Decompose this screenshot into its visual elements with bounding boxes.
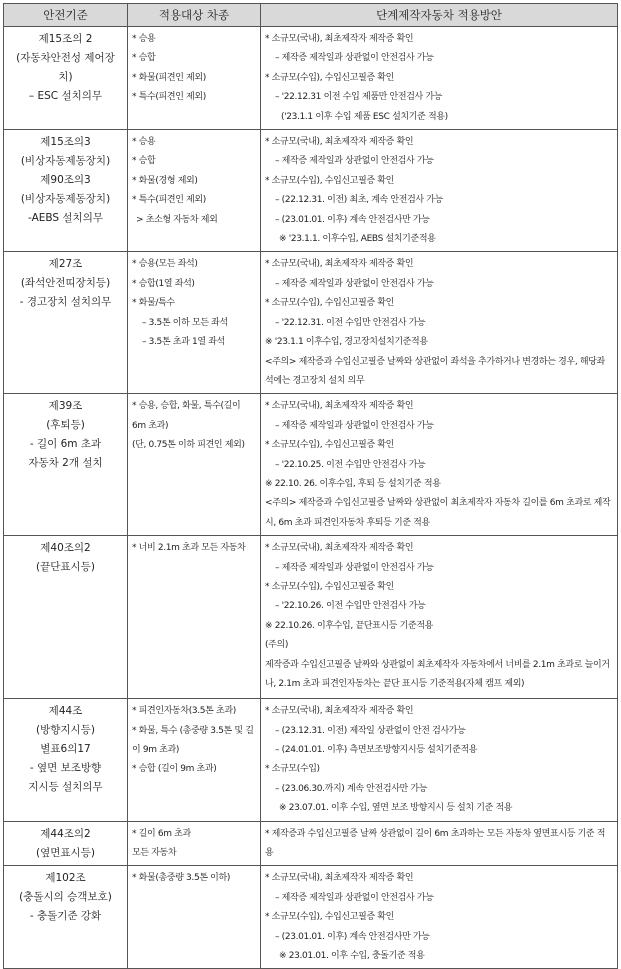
plan-line: – (23.01.01. 이후) 계속 안전검사만 가능 — [275, 214, 430, 225]
regulation-table — [3, 3, 618, 969]
standard-line: (끝단표시등) — [36, 561, 95, 574]
vehicle-line: * 승용, 승합, 화물, 특수(길이 6m 초과) — [132, 401, 241, 431]
standard-line: 제15조의3 — [40, 136, 91, 149]
safety-standard-cell — [4, 27, 128, 130]
table-row — [4, 699, 618, 821]
vehicle-line: * 화물(경형 제외) — [132, 175, 198, 186]
target-vehicles-cell — [128, 394, 261, 536]
application-plan-cell — [261, 27, 618, 130]
plan-line: – '22.12.31. 이전 수입만 안전검사 가능 — [275, 317, 426, 328]
application-plan-cell — [261, 821, 618, 866]
plan-line: ※ 23.01.01. 이후 수입, 충돌기준 적용 — [279, 951, 425, 962]
plan-line: * 소규모(수입) — [265, 764, 320, 775]
standard-line: (방향지시등) — [36, 724, 95, 737]
target-vehicles-cell — [128, 866, 261, 969]
vehicle-line: > 초소형 자동차 제외 — [136, 214, 218, 225]
plan-line: ('23.1.1 이후 수입 제품 ESC 설치기준 적용) — [281, 111, 448, 122]
header-application-plan: 단계제작자동차 적용방안 — [261, 4, 618, 27]
plan-line: * 소규모(국내), 최초제작자 제작증 확인 — [265, 873, 414, 884]
plan-line: ※ '23.1.1 이후수입, 경고장치설치기준적용 — [265, 337, 428, 348]
vehicle-line: (단, 0.75톤 이하 피견인 제외) — [132, 440, 245, 451]
safety-standard-cell — [4, 394, 128, 536]
standard-line: 제44조 — [48, 705, 83, 718]
standard-line: (후퇴등) — [46, 419, 85, 432]
standard-line: (비상자동제동장치) — [20, 193, 111, 206]
safety-standard-cell — [4, 536, 128, 699]
plan-line: ※ 23.07.01. 이후 수입, 옆면 보조 방향지시 등 설치 기준 적용 — [279, 803, 513, 814]
safety-standard-cell — [4, 866, 128, 969]
header-safety-standard: 안전기준 — [4, 4, 128, 27]
plan-note: <주의> 제작증과 수입신고필증 날짜와 상관없이 좌석을 추가하거나 변경하는 경우, 해당좌석에는 경고장치 설치 의무 — [265, 356, 605, 386]
plan-line: – (23.12.31. 이전) 제작일 상관없이 안전 검사가능 — [275, 725, 466, 736]
plan-line: – 제작증 제작일과 상관없이 안전검사 가능 — [275, 420, 434, 431]
table-row — [4, 27, 618, 130]
plan-line: * 소규모(수입), 수입신고필증 확인 — [265, 298, 394, 309]
standard-line: 제90조의3 — [40, 174, 91, 187]
standard-line: 제15조의 2 — [38, 33, 93, 45]
application-plan-cell — [261, 252, 618, 394]
plan-line: ※ 22.10.26. 이후수입, 끝단표시등 기준적용 — [265, 620, 434, 631]
standard-line: 제39조 — [48, 400, 83, 413]
standard-line: 제44조의2 — [40, 827, 91, 840]
table-row — [4, 394, 618, 536]
vehicle-line: * 화물, 특수 (총중량 3.5톤 및 길이 9m 초과) — [132, 725, 254, 755]
plan-note: 제작증과 수입신고필증 날짜와 상관없이 최초제작자 자동차에서 너비를 2.1m 초과로 늘이거나, 2.1m 초과 피견인자동차는 끝단 표시등 기준적용(자체 캠프 제외) — [265, 659, 610, 689]
plan-line: * 소규모(수입), 수입신고필증 확인 — [265, 175, 394, 186]
standard-line: (비상자동제동장치) — [20, 155, 111, 168]
target-vehicles-cell — [128, 27, 261, 130]
safety-standard-cell — [4, 252, 128, 394]
vehicle-line: * 너비 2.1m 초과 모든 자동차 — [132, 543, 246, 554]
vehicle-line: * 승합 (길이 9m 초과) — [132, 764, 217, 775]
plan-line: – 제작증 제작일과 상관없이 안전검사 가능 — [275, 156, 434, 167]
vehicle-line: 모든 자동차 — [132, 848, 177, 858]
plan-line: * 소규모(수입), 수입신고필증 확인 — [265, 912, 394, 923]
target-vehicles-cell — [128, 699, 261, 821]
standard-line: (좌석안전띠장치등) — [20, 277, 111, 290]
vehicle-line: * 화물(피견인 제외) — [132, 72, 206, 83]
plan-line: (주의) — [265, 640, 289, 651]
target-vehicles-cell — [128, 821, 261, 866]
table-row — [4, 866, 618, 969]
table-row — [4, 821, 618, 866]
standard-line: 치) — [58, 71, 73, 83]
plan-line: – 제작증 제작일과 상관없이 안전검사 가능 — [275, 562, 434, 573]
plan-line: – (24.01.01. 이후) 측면보조방향지시등 설치기준적용 — [275, 744, 478, 755]
plan-line: * 소규모(국내), 최초제작자 제작증 확인 — [265, 259, 414, 270]
vehicle-line: * 승용 — [132, 137, 156, 148]
standard-line: – ESC 설치의무 — [28, 90, 103, 102]
plan-line: – '22.10.26. 이전 수입만 안전검사 가능 — [275, 601, 426, 612]
plan-line: – 제작증 제작일과 상관없이 안전검사 가능 — [275, 53, 434, 64]
plan-line: * 소규모(수입), 수입신고필증 확인 — [265, 440, 394, 451]
plan-line: * 소규모(수입), 수입신고필증 확인 — [265, 581, 394, 592]
plan-line: – 제작증 제작일과 상관없이 안전검사 가능 — [275, 892, 434, 903]
vehicle-line: * 특수(피견인 제외) — [132, 92, 206, 103]
standard-line: 제102조 — [45, 872, 86, 885]
vehicle-line: – 3.5톤 이하 모든 좌석 — [142, 317, 228, 328]
vehicle-line: * 승합(1열 좌석) — [132, 278, 195, 289]
plan-line: – 제작증 제작일과 상관없이 안전검사 가능 — [275, 278, 434, 289]
plan-note: <주의> 제작증과 수입신고필증 날짜와 상관없이 최초제작자 자동차 길이를 6m 초과로 제작시, 6m 초과 피견인자동차 후퇴등 기준 적용 — [265, 498, 611, 528]
plan-line: * 소규모(국내), 최초제작자 제작증 확인 — [265, 137, 414, 148]
standard-line: 자동차 2개 설치 — [28, 457, 103, 470]
application-plan-cell — [261, 866, 618, 969]
plan-line: ※ '23.1.1. 이후수입, AEBS 설치기준적용 — [279, 234, 436, 245]
standard-line: (옆면표시등) — [36, 846, 95, 859]
standard-line: 별표6의17 — [40, 743, 91, 756]
plan-line: ※ 22.10. 26. 이후수입, 후퇴 등 설치기준 적용 — [265, 478, 441, 489]
standard-line: -AEBS 설치의무 — [28, 212, 103, 225]
safety-standard-cell — [4, 699, 128, 821]
vehicle-line: * 화물/특수 — [132, 298, 175, 309]
standard-line: - 충돌기준 강화 — [29, 910, 102, 923]
table-row — [4, 252, 618, 394]
standard-line: (자동차안전성 제어장 — [16, 52, 115, 64]
plan-line: * 소규모(국내), 최초제작자 제작증 확인 — [265, 706, 414, 717]
safety-standard-cell — [4, 130, 128, 252]
safety-standard-cell — [4, 821, 128, 866]
vehicle-line: * 승합 — [132, 53, 156, 64]
vehicle-line: * 화물(총중량 3.5톤 이하) — [132, 873, 231, 884]
standard-line: 지시등 설치의무 — [28, 781, 103, 794]
vehicle-line: * 승용 — [132, 34, 156, 44]
plan-line: – (23.06.30.까지) 계속 안전검사만 가능 — [275, 783, 428, 794]
plan-line: * 소규모(국내), 최초제작자 제작증 확인 — [265, 401, 414, 412]
target-vehicles-cell — [128, 252, 261, 394]
table-row — [4, 130, 618, 252]
vehicle-line: * 특수(피견인 제외) — [132, 195, 206, 206]
application-plan-cell — [261, 130, 618, 252]
plan-line: – (22.12.31. 이전) 최초, 계속 안전검사 가능 — [275, 195, 443, 206]
plan-line: * 소규모(국내), 최초제작자 제작증 확인 — [265, 34, 414, 44]
target-vehicles-cell — [128, 536, 261, 699]
application-plan-cell — [261, 536, 618, 699]
vehicle-line: * 승용(모든 좌석) — [132, 259, 198, 270]
application-plan-cell — [261, 699, 618, 821]
target-vehicles-cell — [128, 130, 261, 252]
vehicle-line: * 길이 6m 초과 — [132, 828, 191, 839]
standard-line: 제27조 — [48, 258, 83, 271]
standard-line: (충돌시의 승객보호) — [19, 891, 112, 904]
standard-line: - 옆면 보조방향 — [29, 762, 102, 775]
standard-line: - 경고장치 설치의무 — [19, 296, 112, 309]
plan-line: – '22.10.25. 이전 수입만 안전검사 가능 — [275, 459, 426, 470]
standard-line: 제40조의2 — [40, 542, 91, 555]
plan-line: – (23.01.01. 이후) 계속 안전검사만 가능 — [275, 931, 430, 942]
plan-line: * 소규모(국내), 최초제작자 제작증 확인 — [265, 543, 414, 554]
application-plan-cell — [261, 394, 618, 536]
vehicle-line: – 3.5톤 초과 1열 좌석 — [142, 337, 225, 348]
table-row — [4, 536, 618, 699]
header-target-vehicles: 적용대상 차종 — [128, 4, 261, 27]
plan-line: * 소규모(수입), 수입신고필증 확인 — [265, 72, 394, 83]
vehicle-line: * 피견인자동차(3.5톤 초과) — [132, 706, 236, 717]
plan-line: – '22.12.31 이전 수입 제품만 안전검사 가능 — [275, 92, 443, 103]
standard-line: - 길이 6m 초과 — [29, 438, 102, 451]
table-header-row — [4, 4, 618, 27]
plan-note: * 제작증과 수입신고필증 날짜 상관없이 길이 6m 초과하는 모든 자동차 옆면표시등 기준 적용 — [265, 828, 606, 858]
vehicle-line: * 승합 — [132, 156, 156, 167]
